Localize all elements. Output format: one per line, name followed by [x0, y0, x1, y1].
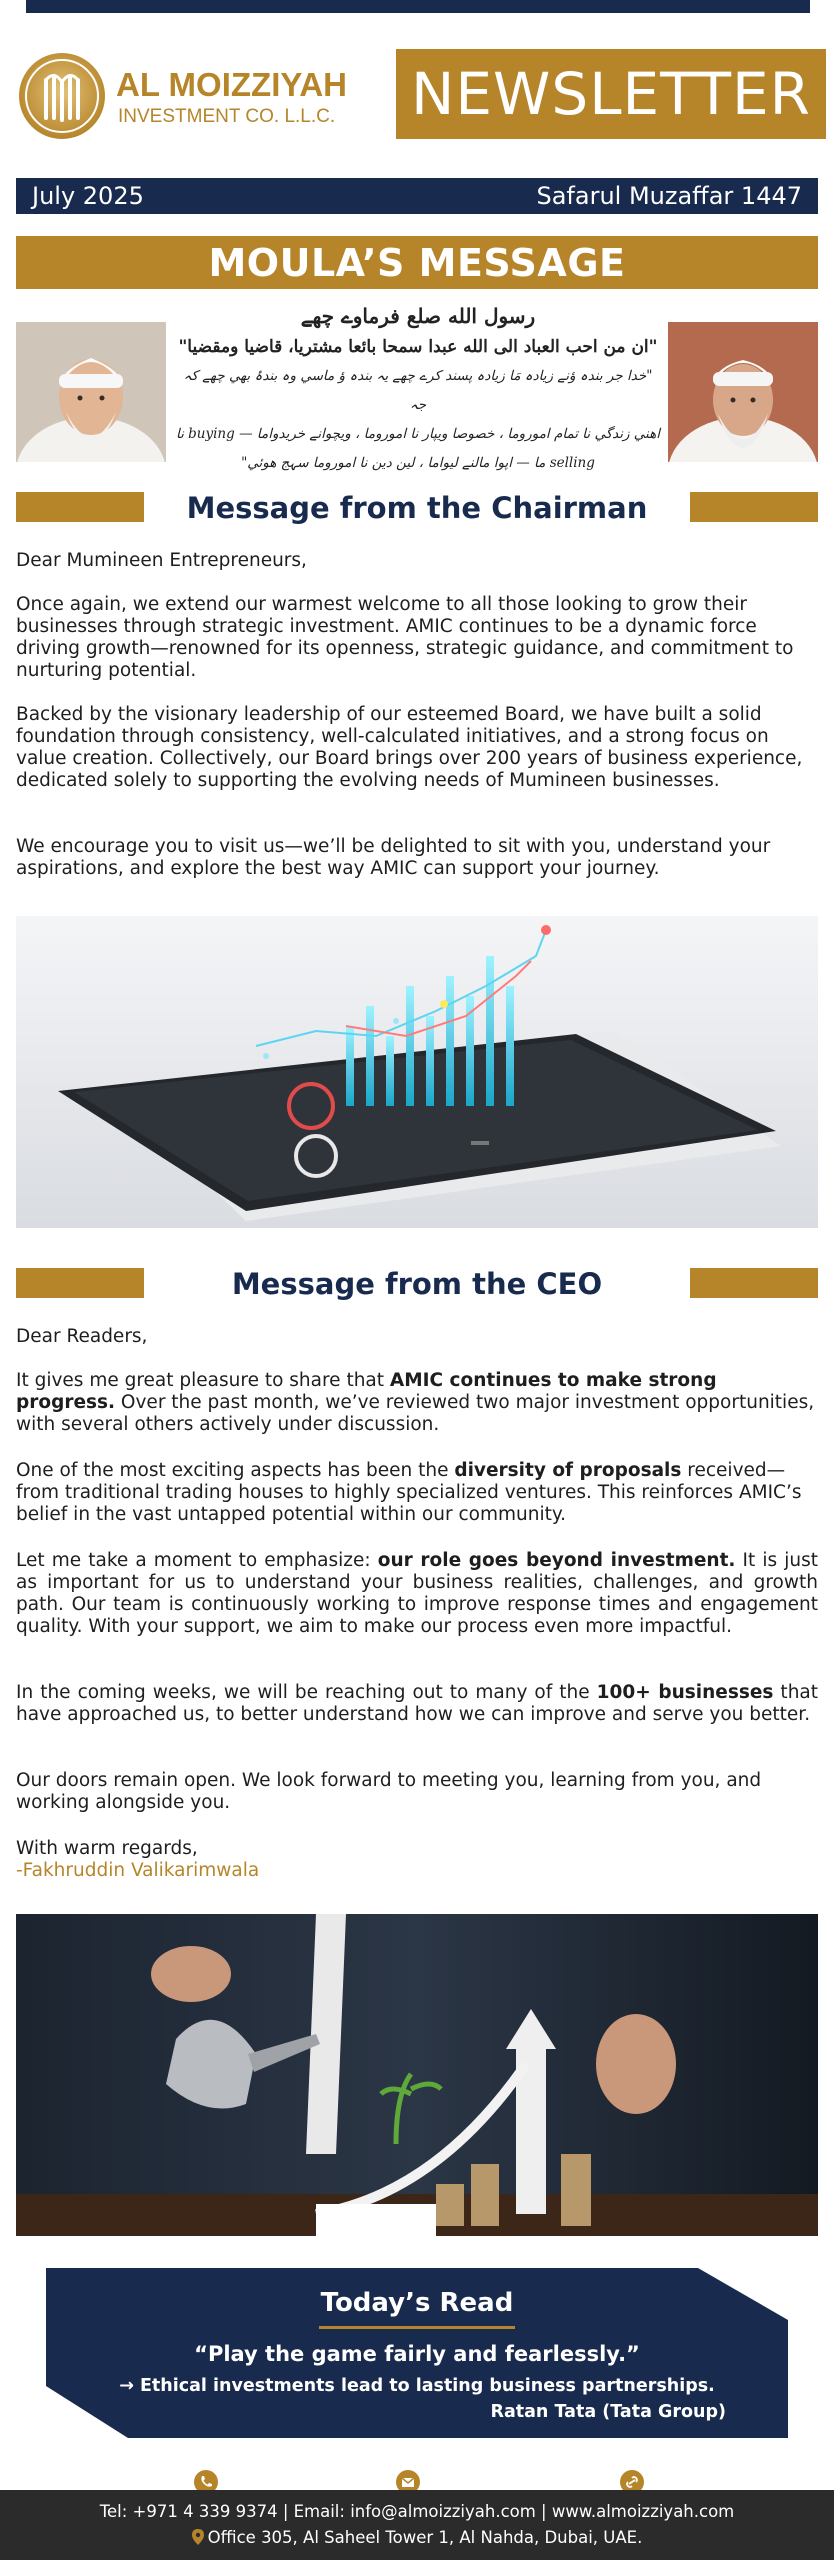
ceo-section-header — [16, 1266, 818, 1302]
ceo-highlight: diversity of proposals — [454, 1460, 682, 1481]
ceo-highlight: AMIC continues to make strong progress. — [16, 1370, 717, 1413]
ceo-paragraph: In the coming weeks, we will be reaching out to many of the 100+ businesses that have approached us, to better understand how we can improve and serve you better. — [16, 1682, 819, 1725]
ceo-highlight: 100+ businesses — [596, 1682, 774, 1703]
tablet-analytics-image — [16, 916, 818, 1228]
footer-address-row — [0, 2528, 834, 2547]
newsletter-banner — [396, 49, 826, 139]
company-subtitle: INVESTMENT CO. L.L.C. — [118, 106, 336, 127]
ceo-title: Message from the CEO — [231, 1267, 603, 1301]
todays-read-title: Today’s Read — [320, 2288, 514, 2318]
ceo-highlight: our role goes beyond investment. — [377, 1550, 736, 1571]
investment-growth-image — [16, 1914, 818, 2236]
moula-portrait-right — [668, 322, 818, 462]
urdu-line: selling ما — اپوا مالنے ليواما ، لين دين نا اموروما سہج ھوئي" — [241, 455, 595, 471]
chairman-paragraph: Once again, we extend our warmest welcome to all those looking to grow their businesses through strategic investment. AMIC continues to be a dynamic force driving growth—renowned for its openness, strategic guidance, and commitment to nurturing potential. — [16, 594, 794, 681]
ceo-paragraph: It gives me great pleasure to share that AMIC continues to make strong progress. Over the past month, we’ve reviewed two major investment opportunities, with several others actively under discussion. — [16, 1370, 815, 1435]
footer-address: Office 305, Al Saheel Tower 1, Al Nahda, Dubai, UAE. — [207, 2528, 643, 2547]
section-accent-right — [690, 492, 818, 522]
chairman-paragraph: Backed by the visionary leadership of our esteemed Board, we have built a solid foundation through consistency, well-calculated initiatives, and a strong focus on value creation. Collectively, our Board brings over 200 years of business experience, dedicated solely to supporting the evolving needs of Mumineen businesses. — [16, 704, 803, 791]
chairman-title: Message from the Chairman — [186, 491, 648, 525]
company-logo — [16, 48, 346, 146]
ceo-closing: With warm regards, — [16, 1838, 198, 1859]
title-underline — [319, 2326, 515, 2329]
company-name: AL MOIZZIYAH — [116, 66, 346, 103]
chairman-section-header — [16, 490, 818, 526]
todays-read-author: Ratan Tata (Tata Group) — [490, 2402, 726, 2422]
gregorian-date: July 2025 — [32, 182, 144, 210]
moula-portrait-left — [16, 322, 166, 462]
section-accent-left — [16, 1268, 144, 1298]
ceo-paragraph: Let me take a moment to emphasize: our role goes beyond investment. It is just as important for us to understand your business realities, challenges, and growth path. Our team is continuously working to improve response times and engagement quality. With your support, we aim to make our process even more impactful. — [16, 1550, 819, 1637]
ceo-signature: -Fakhruddin Valikarimwala — [16, 1860, 260, 1881]
location-pin-icon — [192, 2529, 204, 2545]
ceo-paragraph: One of the most exciting aspects has been the diversity of proposals received—from traditional trading houses to highly specialized ventures. This reinforces AMIC’s belief in the vast untapped potential within our community. — [16, 1460, 802, 1525]
hijri-date: Safarul Muzaffar 1447 — [536, 182, 802, 210]
urdu-line: "خدا جر بندہ ؤنے زیادہ مَا زیادہ پسند کرے چھے یہ بندہ ؤ ماسي وہ بندۂ بھي چھے کہ جہ — [183, 368, 653, 413]
moula-message-title: MOULA’S MESSAGE — [208, 240, 626, 285]
urdu-heading: رسول الله صلع فرماوے چھے — [300, 304, 536, 328]
moula-message-banner — [16, 236, 818, 289]
urdu-line: اهني زندگي نا تمام اموروما ، خصوصا ويپار نا اموروما ، ويچوانے خريدواما — buying نا — [175, 426, 660, 442]
todays-read-quote: “Play the game fairly and fearlessly.” — [194, 2342, 640, 2366]
newsletter-title: NEWSLETTER — [411, 60, 811, 128]
todays-read-line: → Ethical investments lead to lasting business partnerships. — [119, 2376, 715, 2396]
footer-contact: Tel: +971 4 339 9374 | Email: info@almoizziyah.com | www.almoizziyah.com — [99, 2502, 735, 2521]
section-accent-right — [690, 1268, 818, 1298]
chairman-paragraph: We encourage you to visit us—we’ll be delighted to sit with you, understand your aspirations, and explore the best way AMIC can support your journey. — [16, 836, 771, 879]
top-accent-bar — [26, 0, 810, 13]
todays-read-card — [46, 2268, 788, 2438]
ceo-greeting: Dear Readers, — [16, 1326, 148, 1347]
urdu-hadith: "ان من احب العباد الى الله عبدا سمحا بائعا مشتريا، قاضيا ومقضيا" — [178, 337, 658, 357]
chairman-greeting: Dear Mumineen Entrepreneurs, — [16, 550, 307, 571]
section-accent-left — [16, 492, 144, 522]
ceo-paragraph: Our doors remain open. We look forward to meeting you, learning from you, and working alongside you. — [16, 1770, 762, 1813]
footer — [0, 2490, 834, 2560]
date-bar — [16, 178, 818, 214]
moula-urdu-message — [176, 300, 660, 480]
